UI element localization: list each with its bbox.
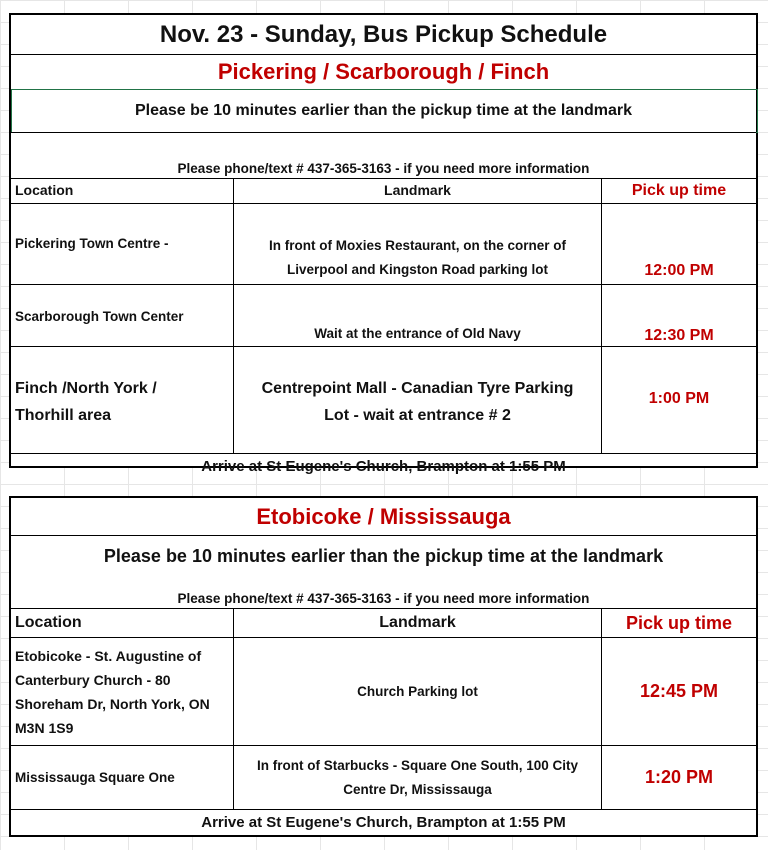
phone-note: Please phone/text # 437-365-3163 - if you need more information [11, 132, 756, 179]
landmark-cell: Church Parking lot [234, 638, 602, 745]
location-cell: Scarborough Town Center [11, 285, 234, 346]
table-row [11, 746, 756, 810]
header-landmark: Landmark [234, 609, 602, 637]
pickup-time-cell: 12:00 PM [644, 262, 714, 279]
header-pickup-time: Pick up time [631, 182, 727, 199]
landmark-cell: Centrepoint Mall - Canadian Tyre Parking Lot - wait at entrance # 2 [234, 347, 602, 453]
region-title-pickering: Pickering / Scarborough / Finch [11, 55, 756, 90]
header-pickup-time: Pick up time [625, 612, 733, 633]
table-row [11, 204, 756, 285]
column-headers [11, 609, 756, 638]
schedule-title: Nov. 23 - Sunday, Bus Pickup Schedule [11, 15, 756, 55]
pickup-time-cell: 1:00 PM [648, 390, 710, 407]
landmark-cell: Wait at the entrance of Old Navy [234, 285, 602, 346]
arrival-notice[interactable]: Please be 10 minutes earlier than the pickup time at the landmark [11, 90, 756, 132]
region-title-etobicoke: Etobicoke / Mississauga [11, 498, 756, 536]
landmark-cell: In front of Starbucks - Square One South, 100 City Centre Dr, Mississauga [234, 746, 602, 809]
column-headers [11, 179, 756, 204]
location-cell: Pickering Town Centre - [11, 204, 234, 284]
arrival-info: Arrive at St Eugene's Church, Brampton at 1:55 PM [201, 458, 566, 475]
landmark-cell: In front of Moxies Restaurant, on the corner of Liverpool and Kingston Road parking lot [234, 204, 602, 284]
header-location: Location [11, 179, 234, 203]
pickup-time-cell: 12:30 PM [644, 327, 714, 344]
table-row [11, 638, 756, 746]
location-cell: Finch /North York / Thorhill area [11, 347, 234, 453]
arrival-notice: Please be 10 minutes earlier than the pickup time at the landmark [103, 545, 664, 566]
pickup-time-cell: 12:45 PM [639, 681, 719, 701]
location-cell: Mississauga Square One [11, 746, 234, 809]
phone-note: Please phone/text # 437-365-3163 - if you need more information [11, 576, 756, 609]
table-row [11, 347, 756, 454]
header-landmark: Landmark [234, 179, 602, 203]
arrival-info: Arrive at St Eugene's Church, Brampton at 1:55 PM [201, 814, 566, 831]
pickering-schedule-table [9, 13, 758, 475]
pickup-time-cell: 1:20 PM [644, 767, 714, 787]
etobicoke-schedule-table [9, 496, 758, 837]
location-cell: Etobicoke - St. Augustine of Canterbury Church - 80 Shoreham Dr, North York, ON M3N 1S9 [11, 638, 234, 745]
header-location: Location [11, 609, 234, 637]
table-row [11, 285, 756, 347]
